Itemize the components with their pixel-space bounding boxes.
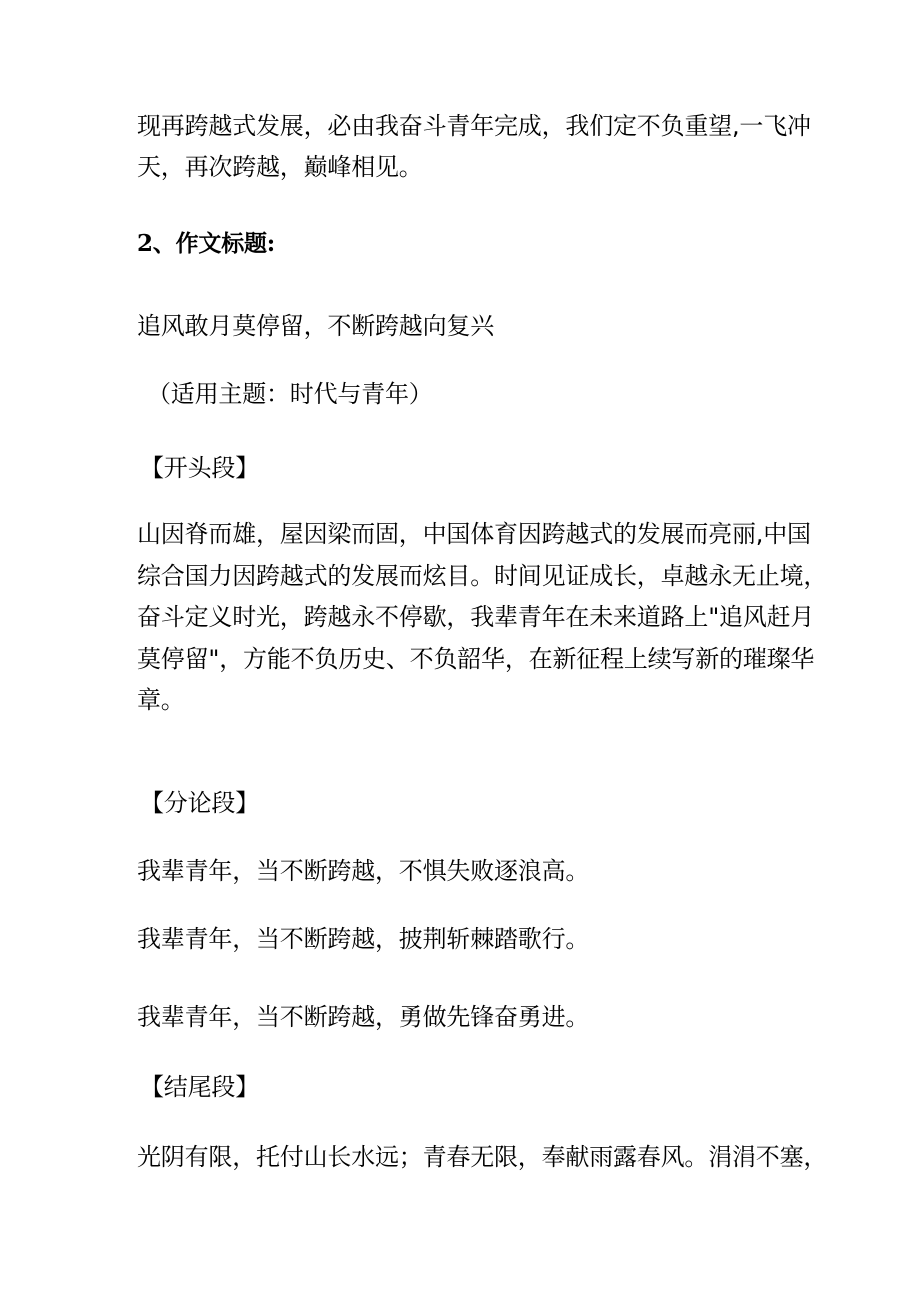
theme-note: （适用主题：时代与青年） xyxy=(147,380,433,408)
argument-label: 【分论段】 xyxy=(140,789,259,817)
opening-line-4: 莫停留"，方能不负历史、不负韶华，在新征程上续写新的璀璨华 xyxy=(137,645,815,673)
intro-paragraph-line-2: 天，再次跨越，巅峰相见。 xyxy=(137,153,423,181)
argument-line-2: 我辈青年，当不断跨越，披荆斩棘踏歌行。 xyxy=(137,925,590,953)
opening-label: 【开头段】 xyxy=(140,454,259,482)
essay-title: 追风敢月莫停留，不断跨越向复兴 xyxy=(137,312,494,340)
opening-line-3: 奋斗定义时光，跨越永不停歇，我辈青年在未来道路上"追风赶月 xyxy=(137,603,815,631)
opening-line-2: 综合国力因跨越式的发展而炫目。时间见证成长，卓越永无止境， xyxy=(137,562,828,590)
section-heading: 2、作文标题: xyxy=(137,230,276,257)
opening-line-5: 章。 xyxy=(137,686,185,714)
closing-label: 【结尾段】 xyxy=(140,1073,259,1101)
argument-line-1: 我辈青年，当不断跨越，不惧失败逐浪高。 xyxy=(137,857,590,885)
closing-line-1: 光阴有限，托付山长水远；青春无限，奉献雨露春风。涓涓不塞， xyxy=(137,1143,828,1171)
intro-paragraph-line-1: 现再跨越式发展，必由我奋斗青年完成，我们定不负重望,一飞冲 xyxy=(137,112,811,140)
opening-line-1: 山因脊而雄，屋因梁而固，中国体育因跨越式的发展而亮丽,中国 xyxy=(137,520,811,548)
argument-line-3: 我辈青年，当不断跨越，勇做先锋奋勇进。 xyxy=(137,1003,590,1031)
